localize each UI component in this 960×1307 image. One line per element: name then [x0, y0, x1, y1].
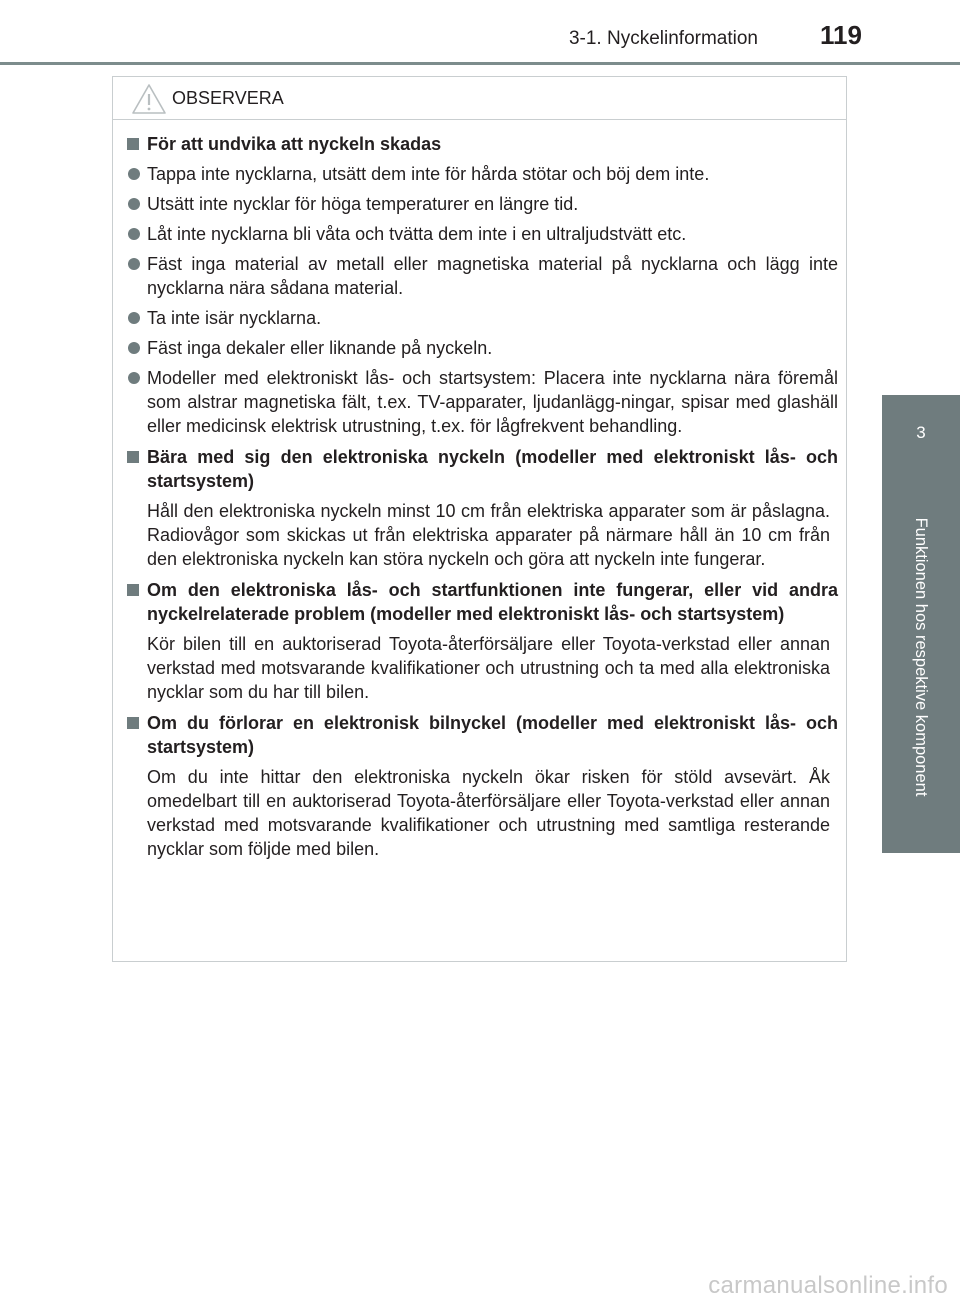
caution-body — [113, 132, 846, 868]
topic-lost-key — [125, 711, 838, 861]
list-item: Tappa inte nycklarna, utsätt dem inte för hårda stötar och böj dem inte. — [125, 162, 838, 186]
caution-header — [113, 77, 846, 120]
square-bullet-icon — [127, 717, 139, 729]
topic-avoid-damage — [125, 132, 838, 438]
list-item: Ta inte isär nycklarna. — [125, 306, 838, 330]
topic-heading: Bära med sig den elektroniska nyckeln (modeller med elektroniskt lås- och startsystem) — [125, 445, 838, 493]
topic-paragraph: Kör bilen till en auktoriserad Toyota-återförsäljare eller Toyota-verkstad eller annan verkstad med motsvarande kvalifikationer och utrustning och ta med alla elektroniska nycklar som du har till bilen. — [147, 634, 830, 702]
topic-malfunction — [125, 578, 838, 704]
topic-paragraph: Om du inte hittar den elektroniska nyckeln ökar risken för stöld avsevärt. Åk omedelbart till en auktoriserad Toyota-återförsäljare eller Toyota-verkstad eller annan verkstad med motsvarande kvalifikationer och utrustning med samtliga resterande nycklar som följde med bilen. — [147, 767, 830, 859]
chapter-title: Funktionen hos respektive komponent — [912, 517, 930, 797]
round-bullet-icon — [128, 312, 140, 324]
round-bullet-icon — [128, 228, 140, 240]
round-bullet-icon — [128, 372, 140, 384]
list-item: Fäst inga dekaler eller liknande på nyckeln. — [125, 336, 838, 360]
watermark: carmanualsonline.info — [708, 1272, 948, 1299]
square-bullet-icon — [127, 451, 139, 463]
topic-paragraph: Håll den elektroniska nyckeln minst 10 cm från elektriska apparater som är påslagna. Radiovågor som skickas ut från elektriska apparater på närmare håll än 10 cm från den elektroniska nyckeln kan störa nyckeln och göra att nyckeln inte fungerar. — [147, 501, 830, 569]
caution-box — [112, 76, 847, 962]
round-bullet-icon — [128, 168, 140, 180]
header-divider — [0, 62, 960, 65]
list-item: Modeller med elektroniskt lås- och startsystem: Placera inte nycklarna nära föremål som alstrar magnetiska fält, t.ex. TV-apparater, ljudanlägg-ningar, spisar med glashäll eller medicinsk elektrisk utrustning, t.ex. för lågfrekvent behandling. — [125, 366, 838, 438]
topic-heading: Om den elektroniska lås- och startfunktionen inte fungerar, eller vid andra nyckelrelaterade problem (modeller med elektroniskt lås- och startsystem) — [125, 578, 838, 626]
warning-triangle-icon — [131, 83, 167, 115]
list-item: Låt inte nycklarna bli våta och tvätta dem inte i en ultraljudstvätt etc. — [125, 222, 838, 246]
list-item: Utsätt inte nycklar för höga temperaturer en längre tid. — [125, 192, 838, 216]
round-bullet-icon — [128, 342, 140, 354]
topic-heading: Om du förlorar en elektronisk bilnyckel (modeller med elektroniskt lås- och startsystem) — [125, 711, 838, 759]
square-bullet-icon — [127, 138, 139, 150]
caution-title: OBSERVERA — [172, 88, 284, 108]
round-bullet-icon — [128, 198, 140, 210]
list-item: Fäst inga material av metall eller magnetiska material på nycklarna och lägg inte nycklarna nära sådana material. — [125, 252, 838, 300]
square-bullet-icon — [127, 584, 139, 596]
chapter-number: 3 — [916, 423, 926, 442]
page-number: 119 — [820, 20, 862, 50]
round-bullet-icon — [128, 258, 140, 270]
chapter-tab — [882, 395, 960, 853]
topic-heading: För att undvika att nyckeln skadas — [125, 132, 838, 156]
topic-carry-key — [125, 445, 838, 571]
section-title: 3-1. Nyckelinformation — [568, 28, 758, 49]
